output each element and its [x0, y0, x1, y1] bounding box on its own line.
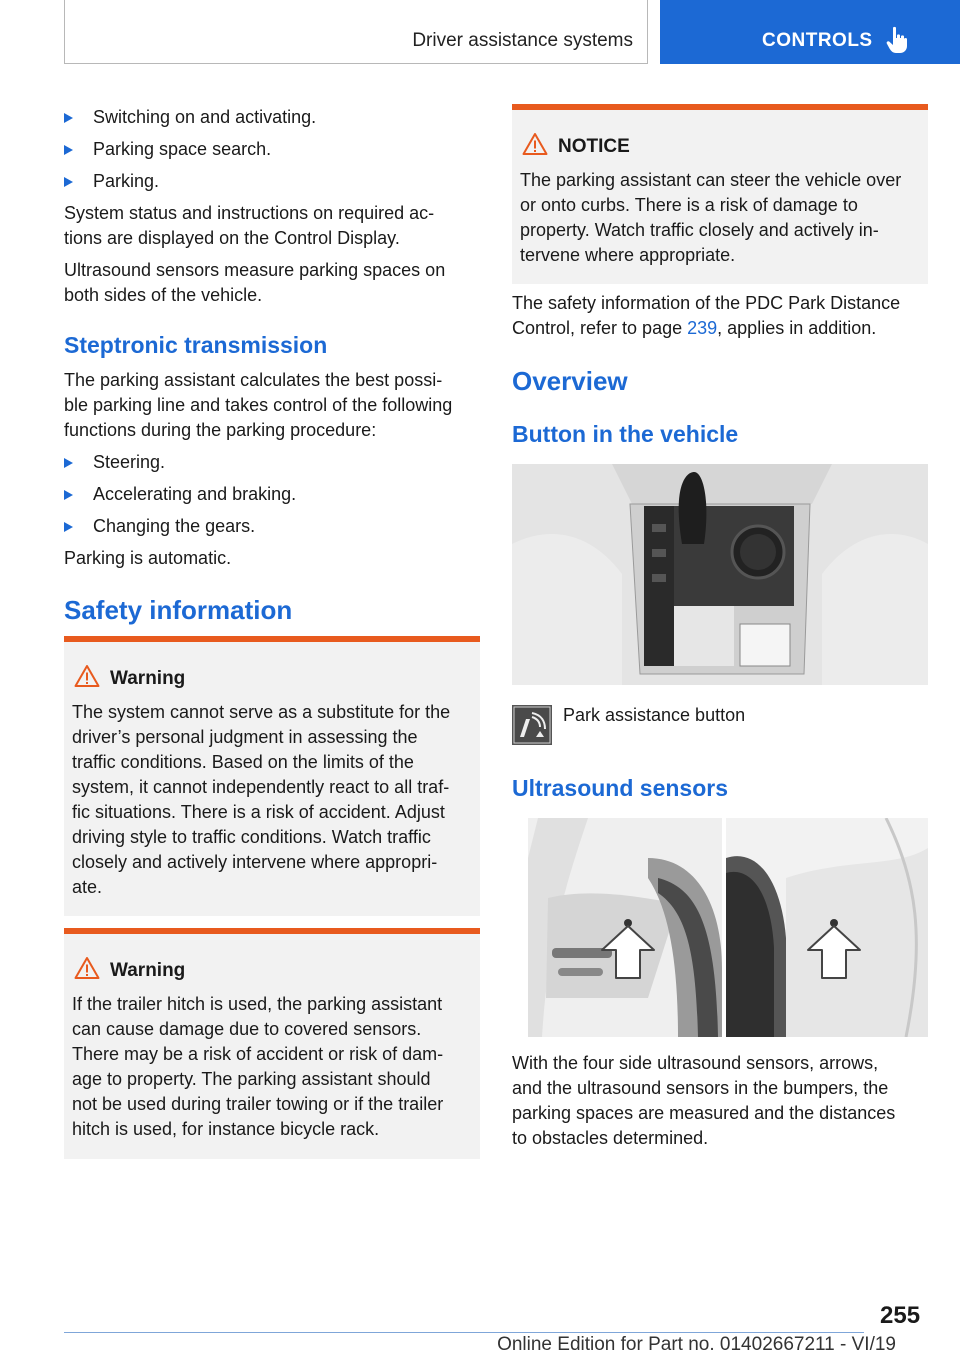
warning-title: Warning [110, 668, 186, 689]
paragraph-steptronic-line3: functions during the parking procedure: [64, 420, 377, 440]
warning-triangle-icon [74, 664, 100, 688]
paragraph-steptronic-line1: The parking assistant calculates the best possi‐ [64, 370, 443, 390]
ultrasound-paragraph-line3: parking spaces are measured and the distances [512, 1103, 896, 1123]
notice-title: NOTICE [558, 136, 630, 157]
warning-title: Warning [110, 960, 186, 981]
section-title: Driver assistance systems [412, 30, 633, 51]
ultrasound-heading: Ultrasound sensors [512, 775, 728, 801]
paragraph-ultrasound-line1: Ultrasound sensors measure parking spaces on [64, 260, 446, 280]
front-bumper-illustration [528, 818, 722, 1037]
notice-triangle-icon [522, 132, 548, 156]
pointing-hand-icon [886, 26, 908, 54]
list-item: Parking space search. [64, 137, 484, 162]
button-caption: Park assistance button [563, 705, 746, 725]
controls-tab-label: CONTROLS [762, 30, 873, 51]
warning-box [64, 636, 480, 916]
notice-box [512, 104, 928, 284]
header-section-box [64, 0, 648, 64]
warning-triangle-icon [74, 956, 100, 980]
paragraph-automatic: Parking is automatic. [64, 548, 232, 568]
ultrasound-paragraph-line4: to obstacles determined. [512, 1128, 709, 1148]
console-photo [512, 464, 928, 685]
steptronic-heading: Steptronic transmission [64, 332, 328, 358]
list-item: Accelerating and braking. [64, 482, 484, 507]
center-console-illustration [512, 464, 928, 685]
footer-divider [64, 1332, 864, 1333]
controls-tab[interactable] [660, 0, 960, 64]
pdc-reference-line2: Control, refer to page 239, applies in addition. [512, 318, 877, 338]
park-assist-icon [512, 705, 552, 745]
paragraph-ultrasound-line2: both sides of the vehicle. [64, 285, 263, 305]
bullet-triangle-icon [64, 522, 73, 532]
page-number: 255 [880, 1302, 921, 1329]
list-item: Switching on and activating. [64, 105, 484, 130]
button-heading: Button in the vehicle [512, 421, 739, 447]
bullet-triangle-icon [64, 490, 73, 500]
list-item: Changing the gears. [64, 514, 484, 539]
safety-heading: Safety information [64, 595, 293, 625]
warning-text: If the trailer hitch is used, the parking assistant can cause damage due to covered sensors. There may be a risk of accident or risk of dam‐ age to property. The parking assistant should not be used during trailer towing or if the trailer hitch is used, for instance bicycle rack. [72, 994, 444, 1139]
list-item: Steering. [64, 450, 484, 475]
bullet-triangle-icon [64, 458, 73, 468]
warning-text: The system cannot serve as a substitute for the driver’s personal judgment in assessing the traffic conditions. Based on the limits of the system, it cannot independently react to all traf‐ fic situations. There is a risk of accident. Adjust driving style to traffic conditions. Watch traffic closely and actively intervene where appropri‐ ate. [72, 702, 451, 897]
warning-box [64, 928, 480, 1159]
rear-bumper-illustration [726, 818, 928, 1037]
paragraph-steptronic-line2: ble parking line and takes control of the following [64, 395, 453, 415]
pdc-reference-line1: The safety information of the PDC Park Distance [512, 293, 901, 313]
paragraph-status-line2: tions are displayed on the Control Display. [64, 228, 400, 248]
overview-heading: Overview [512, 366, 628, 396]
edition-line: Online Edition for Part no. 01402667211 - VI/19 [497, 1334, 896, 1355]
notice-text: The parking assistant can steer the vehicle over or onto curbs. There is a risk of damage to property. Watch traffic closely and actively in‐ tervene where appropriate. [520, 170, 902, 265]
bullet-triangle-icon [64, 177, 73, 187]
ultrasound-paragraph-line1: With the four side ultrasound sensors, arrows, [512, 1053, 879, 1073]
rear-sensor-photo [726, 818, 928, 1037]
ultrasound-paragraph-line2: and the ultrasound sensors in the bumpers, the [512, 1078, 889, 1098]
page-link[interactable]: 239 [687, 318, 718, 338]
front-sensor-photo [528, 818, 722, 1037]
paragraph-status-line1: System status and instructions on required ac‐ [64, 203, 435, 223]
bullet-triangle-icon [64, 145, 73, 155]
bullet-triangle-icon [64, 113, 73, 123]
list-item: Parking. [64, 169, 484, 194]
